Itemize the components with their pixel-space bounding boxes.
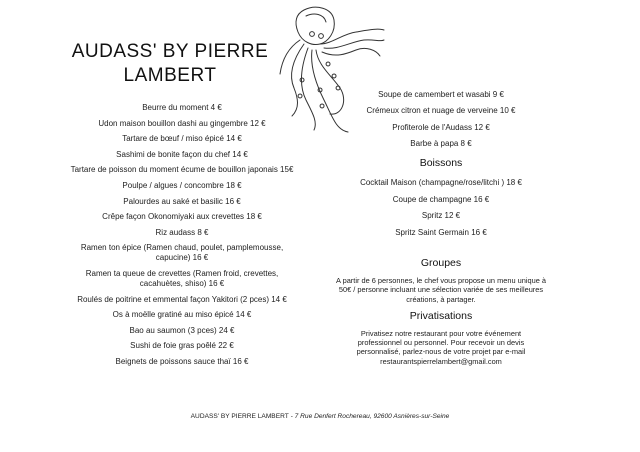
page-title: AUDASS' BY PIERRE LAMBERT — [71, 41, 269, 86]
menu-item: Sashimi de bonite façon du chef 14 € — [116, 149, 248, 159]
dessert-item: Soupe de camembert et wasabi 9 € — [378, 90, 504, 99]
privatisations-text: Privatisez notre restaurant pour votre événement professionnel ou personnel. Pour recevoir un devis personnalisé, parlez-nous de votre projet par e-mail restaurantspierrelambert@gmail.com — [356, 328, 526, 366]
menu-item: Crêpe façon Okonomiyaki aux crevettes 18 € — [102, 212, 262, 222]
menu-item: Tartare de poisson du moment écume de bouillon japonais 15€ — [70, 165, 294, 175]
dessert-item: Barbe à papa 8 € — [410, 139, 472, 149]
drink-item: Coupe de champagne 16 € — [392, 194, 490, 204]
drink-item: Spritz Saint Germain 16 € — [395, 227, 487, 237]
footer — [0, 413, 640, 420]
privatisations-heading: Privatisations — [409, 309, 473, 322]
menu-item: Udon maison bouillon dashi au gingembre 12 € — [98, 118, 266, 128]
menu-item: Ramen ta queue de crevettes (Ramen froid, crevettes, cacahuètes, shiso) 16 € — [85, 268, 279, 288]
footer-name: AUDASS' BY PIERRE LAMBERT — [190, 413, 289, 420]
menu-item: Tartare de bœuf / miso épicé 14 € — [122, 134, 242, 144]
menu-item: Sushi de foie gras poêlé 22 € — [130, 341, 234, 351]
dessert-item: Crémeux citron et nuage de verveine 10 € — [366, 106, 516, 116]
menu-item: Os à moëlle gratiné au miso épicé 14 € — [112, 310, 252, 320]
boissons-heading: Boissons — [419, 157, 463, 170]
drink-item: Cocktail Maison (champagne/rose/litchi ) 18 € — [360, 178, 522, 188]
footer-address: - 7 Rue Denfert Rochereau, 92600 Asnières-sur-Seine — [288, 413, 450, 420]
menu-right-column — [336, 90, 546, 366]
menu-item: Ramen ton épice (Ramen chaud, poulet, pamplemousse, capucine) 16 € — [80, 243, 284, 263]
menu-item: Roulés de poitrine et emmental façon Yakitori (2 pces) 14 € — [77, 294, 287, 304]
menu-item: Beurre du moment 4 € — [142, 103, 222, 112]
menu-left-column — [30, 103, 334, 373]
menu-item: Poulpe / algues / concombre 18 € — [122, 180, 242, 190]
menu-item: Riz audass 8 € — [155, 227, 209, 237]
menu-item: Bao au saumon (3 pces) 24 € — [129, 325, 235, 335]
menu-item: Beignets de poissons sauce thaï 16 € — [115, 356, 249, 366]
groupes-text: A partir de 6 personnes, le chef vous propose un menu unique à 50€ / personne incluant une sélection variée de ses meilleures créations, à partager. — [336, 275, 546, 304]
groupes-heading: Groupes — [420, 256, 462, 269]
dessert-item: Profiterole de l'Audass 12 € — [392, 122, 490, 132]
menu-item: Palourdes au saké et basilic 16 € — [123, 196, 241, 206]
drink-item: Spritz 12 € — [421, 211, 461, 221]
